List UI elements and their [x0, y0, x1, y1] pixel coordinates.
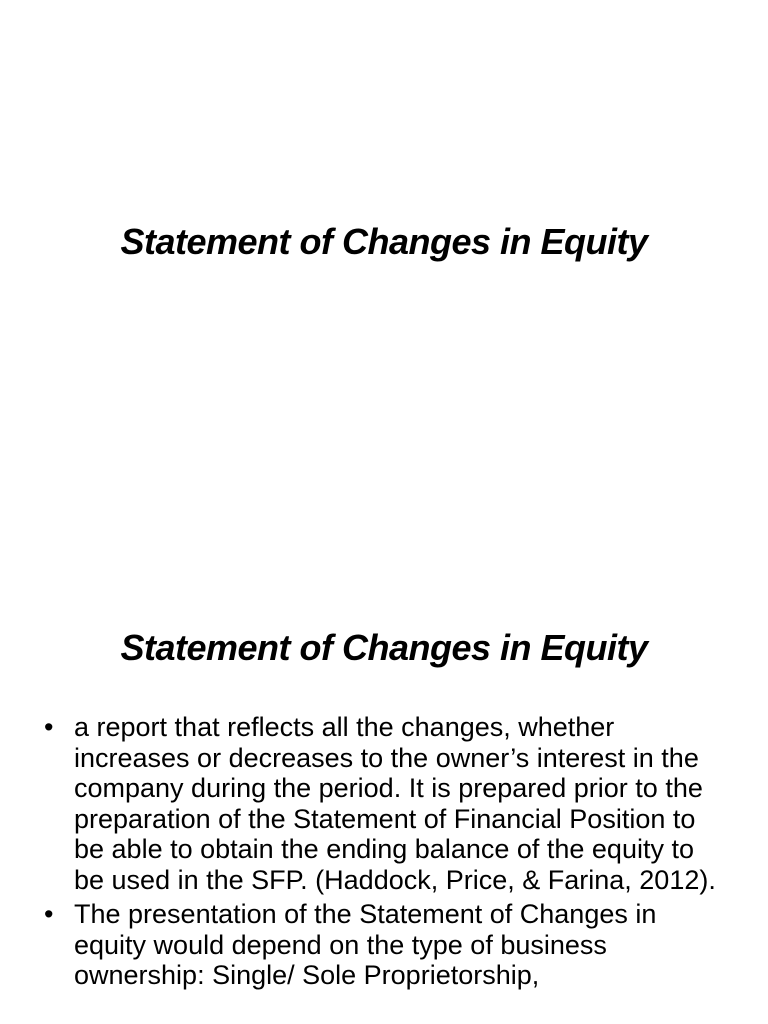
bullet-text-2: The presentation of the Statement of Changes in equity would depend on the type of business ownership: Single/ Sole Proprietorship, — [74, 899, 657, 990]
bullet-text-1: a report that reflects all the changes, whether increases or decreases to the owner’s interest in the company during the period. It is prepared prior to the preparation of the Statement of Financial Position to be able to obtain the ending balance of the equity to be used in the SFP. (Haddock, Price, & Farina, 2012). — [74, 712, 716, 895]
bullet-item-1 — [44, 712, 724, 895]
bullet-list — [44, 712, 724, 995]
bullet-icon: • — [44, 899, 54, 929]
slide-1 — [0, 0, 768, 500]
bullet-icon: • — [44, 712, 54, 742]
slide-1-title: Statement of Changes in Equity — [120, 221, 648, 262]
slide-2 — [0, 600, 768, 1024]
bullet-item-2 — [44, 899, 724, 991]
slide-2-title: Statement of Changes in Equity — [120, 627, 648, 668]
